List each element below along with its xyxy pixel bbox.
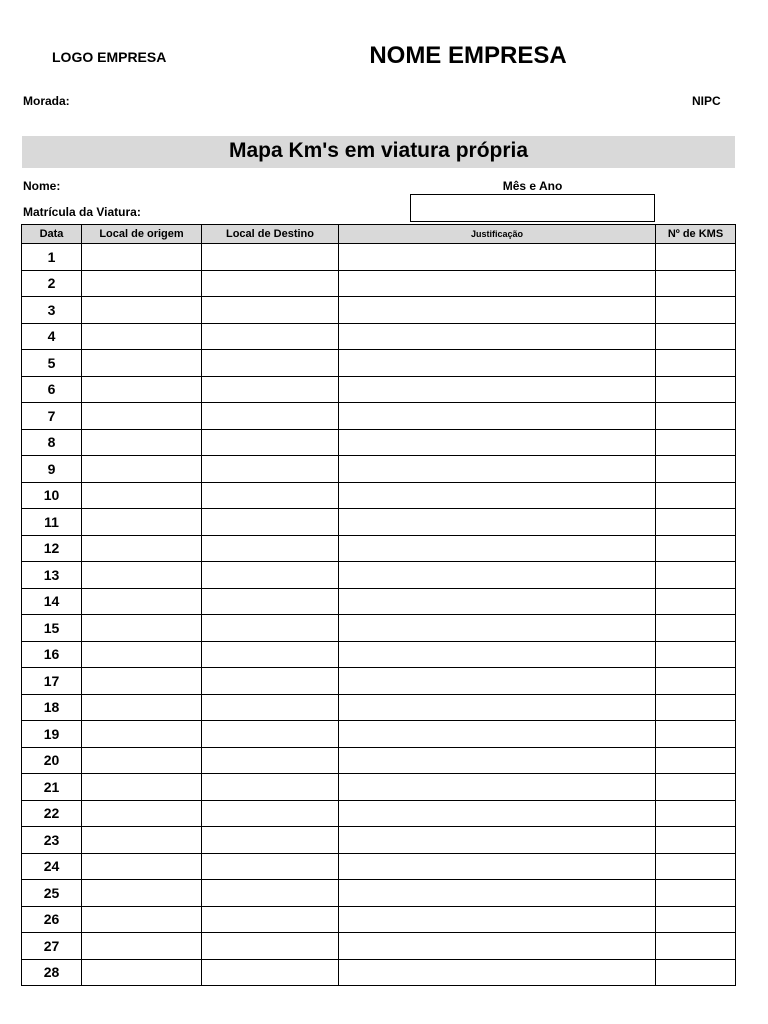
table-row: [22, 694, 736, 721]
table-row: [22, 959, 736, 986]
destination-cell[interactable]: [202, 429, 339, 456]
kms-cell[interactable]: [656, 535, 736, 562]
destination-cell[interactable]: [202, 668, 339, 695]
origin-cell[interactable]: [82, 376, 202, 403]
table-row: [22, 403, 736, 430]
date-cell: 14: [22, 588, 82, 615]
table-row: [22, 827, 736, 854]
table-row: [22, 323, 736, 350]
destination-cell[interactable]: [202, 721, 339, 748]
table-row: [22, 853, 736, 880]
origin-cell[interactable]: [82, 429, 202, 456]
date-cell: 15: [22, 615, 82, 642]
table-row: [22, 297, 736, 324]
kms-cell[interactable]: [656, 959, 736, 986]
date-cell: 12: [22, 535, 82, 562]
justification-cell[interactable]: [339, 244, 656, 271]
table-row: [22, 880, 736, 907]
table-row: [22, 588, 736, 615]
kms-cell[interactable]: [656, 297, 736, 324]
destination-cell[interactable]: [202, 456, 339, 483]
origin-cell[interactable]: [82, 721, 202, 748]
destination-cell[interactable]: [202, 270, 339, 297]
justification-cell[interactable]: [339, 800, 656, 827]
kms-cell[interactable]: [656, 588, 736, 615]
justification-cell[interactable]: [339, 641, 656, 668]
column-header-destination: Local de Destino: [202, 225, 339, 244]
kms-cell[interactable]: [656, 800, 736, 827]
destination-cell[interactable]: [202, 509, 339, 536]
kms-cell[interactable]: [656, 694, 736, 721]
date-cell: 10: [22, 482, 82, 509]
kms-cell[interactable]: [656, 509, 736, 536]
origin-cell[interactable]: [82, 933, 202, 960]
date-cell: 26: [22, 906, 82, 933]
date-cell: 13: [22, 562, 82, 589]
justification-cell[interactable]: [339, 880, 656, 907]
origin-cell[interactable]: [82, 906, 202, 933]
justification-cell[interactable]: [339, 456, 656, 483]
table-row: [22, 747, 736, 774]
justification-cell[interactable]: [339, 509, 656, 536]
origin-cell[interactable]: [82, 482, 202, 509]
origin-cell[interactable]: [82, 297, 202, 324]
date-cell: 7: [22, 403, 82, 430]
date-cell: 1: [22, 244, 82, 271]
table-row: [22, 906, 736, 933]
kms-cell[interactable]: [656, 853, 736, 880]
table-row: [22, 350, 736, 377]
date-cell: 6: [22, 376, 82, 403]
origin-cell[interactable]: [82, 588, 202, 615]
destination-cell[interactable]: [202, 588, 339, 615]
justification-cell[interactable]: [339, 959, 656, 986]
kms-cell[interactable]: [656, 376, 736, 403]
table-row: [22, 482, 736, 509]
date-cell: 2: [22, 270, 82, 297]
justification-cell[interactable]: [339, 747, 656, 774]
destination-cell[interactable]: [202, 774, 339, 801]
destination-cell[interactable]: [202, 959, 339, 986]
justification-cell[interactable]: [339, 403, 656, 430]
date-cell: 28: [22, 959, 82, 986]
column-header-kms: Nº de KMS: [656, 225, 736, 244]
origin-cell[interactable]: [82, 694, 202, 721]
table-row: [22, 429, 736, 456]
kms-cell[interactable]: [656, 323, 736, 350]
destination-cell[interactable]: [202, 800, 339, 827]
table-row: [22, 615, 736, 642]
kms-cell[interactable]: [656, 615, 736, 642]
table-row: [22, 721, 736, 748]
justification-cell[interactable]: [339, 827, 656, 854]
destination-cell[interactable]: [202, 403, 339, 430]
date-cell: 21: [22, 774, 82, 801]
table-row: [22, 509, 736, 536]
justification-cell[interactable]: [339, 615, 656, 642]
kms-cell[interactable]: [656, 270, 736, 297]
justification-cell[interactable]: [339, 694, 656, 721]
table-row: [22, 376, 736, 403]
date-cell: 27: [22, 933, 82, 960]
date-cell: 17: [22, 668, 82, 695]
table-body: [22, 244, 736, 986]
destination-cell[interactable]: [202, 641, 339, 668]
table-row: [22, 641, 736, 668]
origin-cell[interactable]: [82, 774, 202, 801]
date-cell: 19: [22, 721, 82, 748]
justification-cell[interactable]: [339, 297, 656, 324]
date-cell: 24: [22, 853, 82, 880]
table-row: [22, 270, 736, 297]
origin-cell[interactable]: [82, 535, 202, 562]
date-cell: 11: [22, 509, 82, 536]
origin-cell[interactable]: [82, 800, 202, 827]
table-row: [22, 456, 736, 483]
kms-cell[interactable]: [656, 429, 736, 456]
date-cell: 18: [22, 694, 82, 721]
origin-cell[interactable]: [82, 615, 202, 642]
origin-cell[interactable]: [82, 270, 202, 297]
justification-cell[interactable]: [339, 906, 656, 933]
date-cell: 4: [22, 323, 82, 350]
table-row: [22, 562, 736, 589]
destination-cell[interactable]: [202, 482, 339, 509]
kms-cell[interactable]: [656, 668, 736, 695]
kms-cell[interactable]: [656, 774, 736, 801]
month-year-field[interactable]: [410, 194, 655, 222]
destination-cell[interactable]: [202, 297, 339, 324]
origin-cell[interactable]: [82, 747, 202, 774]
kms-cell[interactable]: [656, 880, 736, 907]
kms-cell[interactable]: [656, 641, 736, 668]
justification-cell[interactable]: [339, 482, 656, 509]
destination-cell[interactable]: [202, 747, 339, 774]
justification-cell[interactable]: [339, 323, 656, 350]
kms-cell[interactable]: [656, 721, 736, 748]
justification-cell[interactable]: [339, 270, 656, 297]
kms-cell[interactable]: [656, 827, 736, 854]
form-title: Mapa Km's em viatura própria: [22, 136, 735, 168]
destination-cell[interactable]: [202, 853, 339, 880]
kms-cell[interactable]: [656, 456, 736, 483]
vehicle-plate-label: Matrícula da Viatura:: [23, 205, 141, 219]
destination-cell[interactable]: [202, 694, 339, 721]
origin-cell[interactable]: [82, 641, 202, 668]
justification-cell[interactable]: [339, 562, 656, 589]
origin-cell[interactable]: [82, 959, 202, 986]
table-header-row: [22, 225, 736, 244]
kms-cell[interactable]: [656, 747, 736, 774]
justification-cell[interactable]: [339, 429, 656, 456]
table-row: [22, 774, 736, 801]
table-row: [22, 244, 736, 271]
date-cell: 3: [22, 297, 82, 324]
destination-cell[interactable]: [202, 562, 339, 589]
address-label: Morada:: [23, 94, 70, 108]
justification-cell[interactable]: [339, 853, 656, 880]
name-label: Nome:: [23, 179, 61, 193]
origin-cell[interactable]: [82, 509, 202, 536]
justification-cell[interactable]: [339, 535, 656, 562]
destination-cell[interactable]: [202, 350, 339, 377]
table-row: [22, 933, 736, 960]
kms-cell[interactable]: [656, 482, 736, 509]
nipc-label: NIPC: [692, 94, 721, 108]
destination-cell[interactable]: [202, 906, 339, 933]
origin-cell[interactable]: [82, 853, 202, 880]
company-name: NOME EMPRESA: [369, 42, 567, 69]
date-cell: 23: [22, 827, 82, 854]
kms-cell[interactable]: [656, 906, 736, 933]
table-row: [22, 800, 736, 827]
destination-cell[interactable]: [202, 827, 339, 854]
month-year-label: Mês e Ano: [502, 179, 563, 193]
origin-cell[interactable]: [82, 350, 202, 377]
origin-cell[interactable]: [82, 668, 202, 695]
origin-cell[interactable]: [82, 323, 202, 350]
justification-cell[interactable]: [339, 721, 656, 748]
kms-cell[interactable]: [656, 933, 736, 960]
origin-cell[interactable]: [82, 244, 202, 271]
column-header-justification: Justificação: [339, 225, 656, 244]
origin-cell[interactable]: [82, 827, 202, 854]
destination-cell[interactable]: [202, 535, 339, 562]
company-logo-placeholder: LOGO EMPRESA: [52, 49, 167, 65]
kms-cell[interactable]: [656, 403, 736, 430]
justification-cell[interactable]: [339, 774, 656, 801]
origin-cell[interactable]: [82, 456, 202, 483]
justification-cell[interactable]: [339, 668, 656, 695]
destination-cell[interactable]: [202, 615, 339, 642]
table-row: [22, 535, 736, 562]
date-cell: 16: [22, 641, 82, 668]
justification-cell[interactable]: [339, 350, 656, 377]
justification-cell[interactable]: [339, 376, 656, 403]
destination-cell[interactable]: [202, 933, 339, 960]
kms-cell[interactable]: [656, 562, 736, 589]
date-cell: 5: [22, 350, 82, 377]
mileage-log-table: [21, 224, 736, 986]
column-header-date: Data: [22, 225, 82, 244]
kms-cell[interactable]: [656, 244, 736, 271]
origin-cell[interactable]: [82, 403, 202, 430]
date-cell: 9: [22, 456, 82, 483]
destination-cell[interactable]: [202, 244, 339, 271]
origin-cell[interactable]: [82, 880, 202, 907]
destination-cell[interactable]: [202, 880, 339, 907]
destination-cell[interactable]: [202, 376, 339, 403]
origin-cell[interactable]: [82, 562, 202, 589]
date-cell: 20: [22, 747, 82, 774]
table-row: [22, 668, 736, 695]
date-cell: 25: [22, 880, 82, 907]
justification-cell[interactable]: [339, 933, 656, 960]
destination-cell[interactable]: [202, 323, 339, 350]
date-cell: 8: [22, 429, 82, 456]
column-header-origin: Local de origem: [82, 225, 202, 244]
kms-cell[interactable]: [656, 350, 736, 377]
justification-cell[interactable]: [339, 588, 656, 615]
date-cell: 22: [22, 800, 82, 827]
